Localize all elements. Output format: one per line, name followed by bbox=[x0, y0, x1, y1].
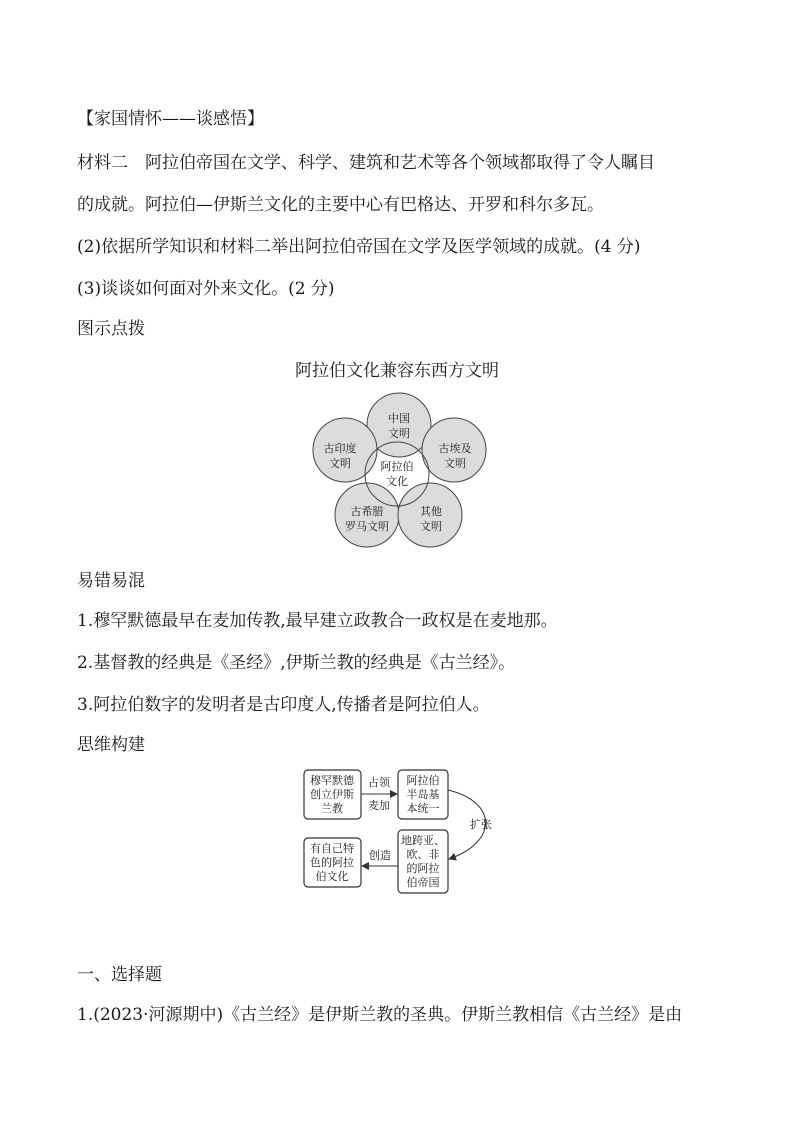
diagram-heading: 图示点拨 bbox=[77, 319, 145, 339]
flow-box1-l2: 创立伊斯 bbox=[310, 788, 354, 801]
confusion-item-3: 3.阿拉伯数字的发明者是古印度人,传播者是阿拉伯人。 bbox=[77, 695, 490, 715]
confusion-item-1: 1.穆罕默德最早在麦加传教,最早建立政教合一政权是在麦地那。 bbox=[77, 611, 558, 631]
venn-bottom-left-l2: 罗马文明 bbox=[345, 520, 389, 533]
flow-box4-l3: 伯文化 bbox=[315, 870, 349, 883]
material2-line1: 材料二 阿拉伯帝国在文学、科学、建筑和艺术等各个领域都取得了令人瞩目 bbox=[77, 153, 655, 173]
venn-bottom-right-l2: 文明 bbox=[420, 520, 442, 533]
flow-box2-l2: 半岛基 bbox=[406, 788, 440, 801]
question-2: (2)依据所学知识和材料二举出阿拉伯帝国在文学及医学领域的成就。(4 分) bbox=[77, 237, 641, 257]
flow-box3-l2: 欧、非 bbox=[406, 848, 440, 861]
choice-heading: 一、选择题 bbox=[77, 965, 162, 985]
venn-right-l1: 古埃及 bbox=[438, 442, 472, 455]
culture-venn-diagram bbox=[300, 386, 490, 552]
material2-line2: 的成就。阿拉伯—伊斯兰文化的主要中心有巴格达、开罗和科尔多瓦。 bbox=[77, 195, 604, 215]
flow-arrow1-l1: 占领 bbox=[368, 776, 390, 789]
confusion-heading: 易错易混 bbox=[77, 571, 145, 591]
venn-left-l2: 文明 bbox=[329, 457, 351, 470]
flow-box2-l1: 阿拉伯 bbox=[406, 774, 440, 787]
venn-top-l1: 中国 bbox=[388, 412, 410, 425]
flow-box2-l3: 本统一 bbox=[406, 802, 440, 815]
venn-right-l2: 文明 bbox=[444, 457, 466, 470]
flow-box3-l3: 的阿拉 bbox=[406, 862, 440, 875]
mindmap-heading: 思维构建 bbox=[77, 735, 145, 755]
venn-top-l2: 文明 bbox=[388, 427, 410, 440]
flow-arrow3-label: 创造 bbox=[369, 849, 391, 862]
flow-box3-l1: 地跨亚、 bbox=[401, 834, 445, 847]
diagram-title: 阿拉伯文化兼容东西方文明 bbox=[295, 361, 499, 381]
confusion-item-2: 2.基督教的经典是《圣经》,伊斯兰教的经典是《古兰经》。 bbox=[77, 653, 516, 673]
flow-box4-l1: 有自己特 bbox=[310, 842, 354, 855]
venn-bottom-right-l1: 其他 bbox=[420, 505, 442, 518]
flow-arrow1-l2: 麦加 bbox=[368, 799, 390, 812]
flow-box1-l3: 兰教 bbox=[321, 802, 343, 815]
question-1: 1.(2023·河源期中)《古兰经》是伊斯兰教的圣典。伊斯兰教相信《古兰经》是由 bbox=[77, 1005, 683, 1025]
flow-arrow2-label: 扩张 bbox=[470, 818, 492, 831]
venn-center-l2: 文化 bbox=[386, 475, 408, 488]
venn-bottom-left-l1: 古希腊 bbox=[350, 505, 384, 518]
mindmap-flow-diagram bbox=[298, 766, 498, 898]
question-3: (3)谈谈如何面对外来文化。(2 分) bbox=[77, 279, 335, 299]
venn-center-l1: 阿拉伯 bbox=[380, 460, 414, 473]
section-title: 【家国情怀——谈感悟】 bbox=[77, 109, 264, 129]
flow-box4-l2: 色的阿拉 bbox=[310, 856, 354, 869]
flow-box1-l1: 穆罕默德 bbox=[310, 774, 354, 787]
flow-box3-l4: 伯帝国 bbox=[406, 876, 440, 889]
venn-left-l1: 古印度 bbox=[323, 442, 357, 455]
